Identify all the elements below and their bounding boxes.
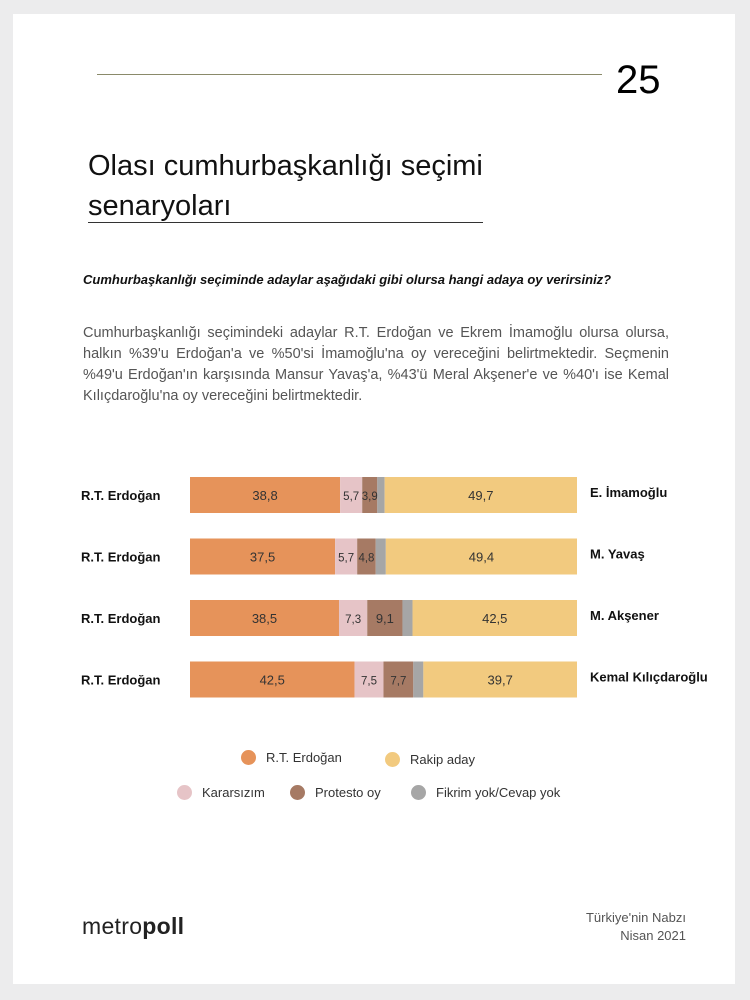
data-label: 49,4: [468, 549, 495, 565]
data-label: 42,5: [259, 672, 285, 688]
page-title: Olası cumhurbaşkanlığı seçimi senaryoları: [88, 150, 483, 222]
data-label: 38,8: [252, 488, 278, 503]
legend-label-erdogan: R.T. Erdoğan: [266, 750, 342, 765]
legend-label-kararsiz: Kararsızım: [202, 785, 265, 800]
legend-label-fikrim-yok: Fikrim yok/Cevap yok: [436, 785, 561, 800]
footer-date: Nisan 2021: [620, 928, 686, 943]
legend-swatch-fikrim-yok: [411, 785, 426, 800]
legend-item-fikrim-yok: [411, 785, 560, 800]
row-label-right: M. Akşener: [590, 608, 659, 623]
data-label: 42,5: [482, 611, 508, 626]
bar-segment: [376, 539, 386, 575]
data-label: 49,7: [468, 488, 494, 503]
row-label-left: R.T. Erdoğan: [81, 672, 161, 688]
data-label: 3,9: [361, 491, 378, 503]
row-label-right: E. İmamoğlu: [590, 485, 668, 500]
data-label: 7,7: [390, 675, 407, 688]
footer-info: [586, 909, 686, 945]
bar-segment: [377, 477, 384, 513]
row-label-left: R.T. Erdoğan: [81, 611, 161, 626]
top-rule: [97, 74, 602, 75]
data-label: 4,8: [358, 552, 375, 565]
bar-segment: [413, 662, 423, 698]
data-label: 7,5: [360, 675, 377, 688]
legend-swatch-kararsiz: [177, 785, 192, 800]
legend-item-rakip: [385, 752, 475, 767]
stacked-bar-chart: [0, 450, 750, 710]
legend-label-rakip: Rakip aday: [410, 752, 476, 767]
data-label: 5,7: [338, 552, 355, 565]
logo-light-text: metro: [82, 913, 143, 939]
data-label: 5,7: [343, 491, 360, 503]
bar-segment: [402, 600, 412, 636]
survey-question: Cumhurbaşkanlığı seçiminde adaylar aşağıdaki gibi olursa hangi adaya oy verirsiniz?: [83, 272, 612, 287]
data-label: 39,7: [487, 672, 513, 688]
logo-bold-text: poll: [142, 913, 185, 939]
legend-swatch-erdogan: [241, 750, 256, 765]
row-label-left: R.T. Erdoğan: [81, 549, 161, 565]
footer-publication: Türkiye'nin Nabzı: [585, 910, 686, 925]
title-underline: [88, 222, 483, 223]
data-label: 38,5: [251, 611, 278, 626]
page-number: 25: [616, 58, 661, 102]
row-label-right: Kemal Kılıçdaroğlu: [590, 669, 708, 685]
legend-item-protesto: [290, 785, 381, 800]
legend-item-kararsiz: [177, 785, 265, 800]
row-label-left: R.T. Erdoğan: [81, 488, 161, 503]
legend-swatch-protesto: [290, 785, 305, 800]
data-label: 7,3: [345, 614, 362, 626]
legend-label-protesto: Protesto oy: [315, 785, 381, 800]
legend-item-erdogan: [241, 750, 342, 765]
data-label: 37,5: [249, 549, 276, 565]
summary-paragraph: Cumhurbaşkanlığı seçimindeki adaylar R.T. Erdoğan ve Ekrem İmamoğlu olursa olursa, halkın %39'u Erdoğan'a ve %50'si İmamoğlu'na oy vereceğini belirtmektedir. Seçmenin %49'u Erdoğan'ın karşısında Mansur Yavaş'a, %43'ü Meral Akşener'e ve %40'ı ise Kemal Kılıçdaroğlu'na oy vereceğini belirtmektedir.: [83, 325, 669, 404]
row-label-right: M. Yavaş: [590, 546, 645, 562]
data-label: 9,1: [375, 611, 394, 626]
metropoll-logo: [82, 913, 184, 940]
legend-swatch-rakip: [385, 752, 400, 767]
